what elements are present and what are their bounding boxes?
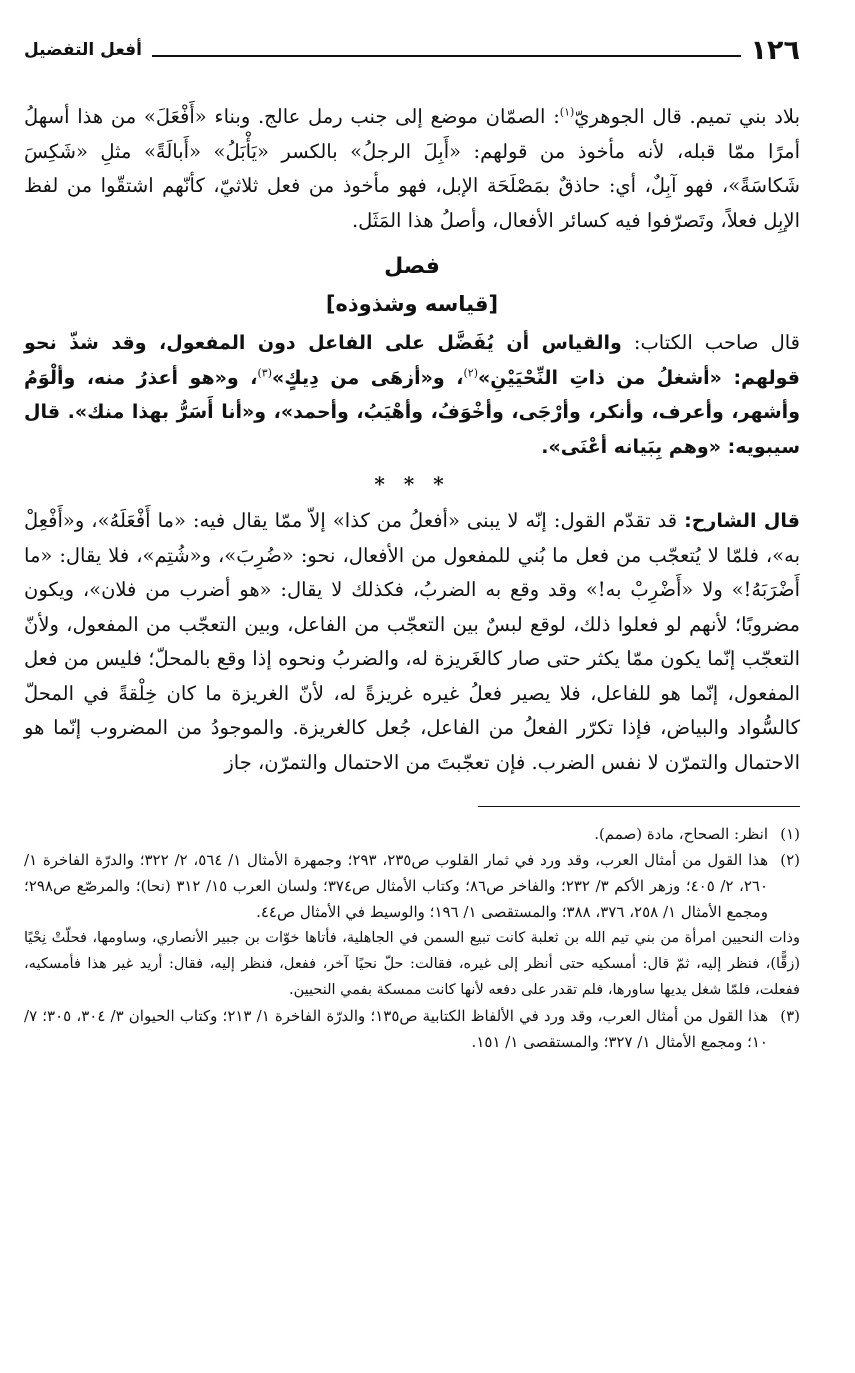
author-bold-2: ، و«أزهَى من دِيكٍ» [272, 366, 464, 389]
footnote-text: انظر: الصحاح، مادة (صمم). [594, 825, 768, 843]
paragraph-1-rest: : الصمّان موضع إلى جنب رمل عالج. وبناء «أَفْعَلَ» من هذا أسهلُ أمرًا ممّا قبله، لأنه مأخوذ من قولهم: «أَبِلَ الرجلُ» بالكسر «يَأْبَلُ» «أَبالَةً» مثلِ «شَكِسَ شَكاسَةً»، فهو آبِلٌ، أي: حاذقٌ بمَصْلَحَة الإبل، فهو مأخوذ من فعل ثلاثيّ، كأنّهم اشتقّوا من لفظ الإبِل فعلاً، وتَصرّفوا فيه كسائر الأفعال، وأصلُ هذا المَثَل. [24, 105, 800, 232]
page-number: ١٢٦ [750, 34, 800, 66]
footnote-text: هذا القول من أمثال العرب، وقد ورد في ثمار القلوب ص٢٣٥، ٢٩٣؛ وجمهرة الأمثال ١/ ٥٦٤، ٢/ ٣٢٢؛ والدرّة الفاخرة ١/ ٢٦٠، ٢/ ٤٠٥؛ وزهر الأكم ٣/ ٢٣٢؛ والفاخر ص٨٦؛ وكتاب الأمثال ص٣٧٤؛ ولسان العرب ١٥/ ٣١٢ (نحا)؛ والمرصّع ص٢٩٨؛ ومجمع الأمثال ١/ ٢٥٨، ٣٧٦، ٣٨٨؛ والمستقصى ١/ ١٩٦؛ والوسيط في الأمثال ص٤٤. [24, 851, 769, 921]
footnote-number: (١) [780, 825, 800, 843]
author-bold-1: والقياس أن يُفَضَّل على الفاعل دون المفعول، وقد شذّ نحو قولهم: «أشغلُ من ذاتِ النِّحْيَيْنِ» [24, 332, 800, 389]
book-page [24, 28, 800, 1055]
footnote-2-note: وذات النحيين امرأة من بني تيم الله بن ثعلبة كانت تبيع السمن في الجاهلية، فأتاها خوّات بن جبير الأنصاري، وساومها، فحلّتْ نِحْيًا (زقًّا)، فنظر إليه، ثمّ قال: أمسكيه حتى أنظر إلى غيره، فقالت: حلّ نحيًا آخر، ففعل، فنظر إليه، فقال: أريد غير هذا فأمسكيه، ففعلت، فلمّا شغل يديها ساورها، فلم تقدر على دفعه لأنها كانت ممسكة بفمي النحيين. [24, 930, 800, 998]
author-text [24, 326, 800, 464]
author-lead: قال صاحب الكتاب: [621, 331, 800, 354]
section-subtitle: [قياسه وشذوذه] [325, 292, 499, 316]
footnote-3 [24, 1003, 800, 1055]
page-header [24, 28, 800, 72]
footnote-ref-3: (٣) [257, 366, 272, 379]
paragraph-1 [24, 100, 800, 238]
paragraph-1-start: بلاد بني تميم. قال الجوهريّ [574, 105, 800, 128]
section-separator: * * * [374, 472, 450, 496]
commentary-text [24, 504, 800, 780]
footnotes [24, 821, 800, 1055]
author-bold-3: ، و«هو أعذرُ منه، وألْوَمُ وأشهر، وأعرف، وأنكر، وأرْجَى، وأخْوَفُ، وأهْيَبُ، وأحمد»، و«أنا أَسَرُّ بهذا منك». قال سيبويه: «وهم بِبَيانه أعْنَى». [24, 366, 800, 458]
section-title: فصل [384, 254, 440, 279]
commentary-lead: قال الشارح: [684, 510, 800, 532]
header-rule [152, 55, 741, 57]
running-title: أفعل التفضيل [24, 40, 142, 60]
footnote-number: (٢) [780, 851, 800, 869]
footnote-number: (٣) [780, 1007, 800, 1025]
footnote-ref-1: (١) [559, 105, 575, 119]
footnote-2 [24, 847, 800, 925]
footnote-text: هذا القول من أمثال العرب، وقد ورد في الألفاظ الكتابية ص١٣٥؛ والدرّة الفاخرة ١/ ٢١٣؛ وكتاب الحيوان ٣/ ٣٠٤، ٣٠٥؛ ٧/ ١٠؛ ومجمع الأمثال ١/ ٣٢٧؛ والمستقصى ١/ ١٥١. [24, 1007, 769, 1051]
footnote-rule [478, 806, 800, 807]
commentary-body: قد تقدّم القول: إنّه لا يبنى «أفعلُ من كذا» إلاّ ممّا يقال فيه: «ما أَفْعَلَهُ»، و«أَفْعِلْ به»، فلمّا لا يُتعجّب من فعل ما بُني للمفعول من الأفعال، نحو: «ضُرِبَ»، و«شُتِم»، فلا يقال: «ما أَضْرَبَهُ!» ولا «أَضْرِبْ به!» وقد وقع به الضربُ، فكذلك لا يقال: «هو أضرب من فلان»، ويكون مضروبًا؛ لأنهم لو فعلوا ذلك، لوقع لبسٌ بين التعجّب من الفاعل، وبين التعجّب من المفعول، ولأنّ التعجّب إنّما يكون ممّا يكثر حتى صار كالغَريزة له، والضربُ ونحوه إذا وقع بالمحلّ؛ فليس من فعل المفعول، إنّما هو للفاعل، فلا يصير فعلُ غيره غريزةً له، لأنّ الغريزة ما كان خِلْقةً في المحلّ كالسُّواد والبياض، فإذا تكرّر الفعلُ من الفاعل، جُعل كالغريزة. والموجودُ من المضروب إنّما هو الاحتمال والتمرّن لا نفس الضرب. فإن تعجّبتَ من الاحتمال والتمرّن، جاز [24, 509, 800, 774]
footnote-1 [24, 821, 800, 847]
footnote-ref-2: (٢) [463, 366, 478, 379]
